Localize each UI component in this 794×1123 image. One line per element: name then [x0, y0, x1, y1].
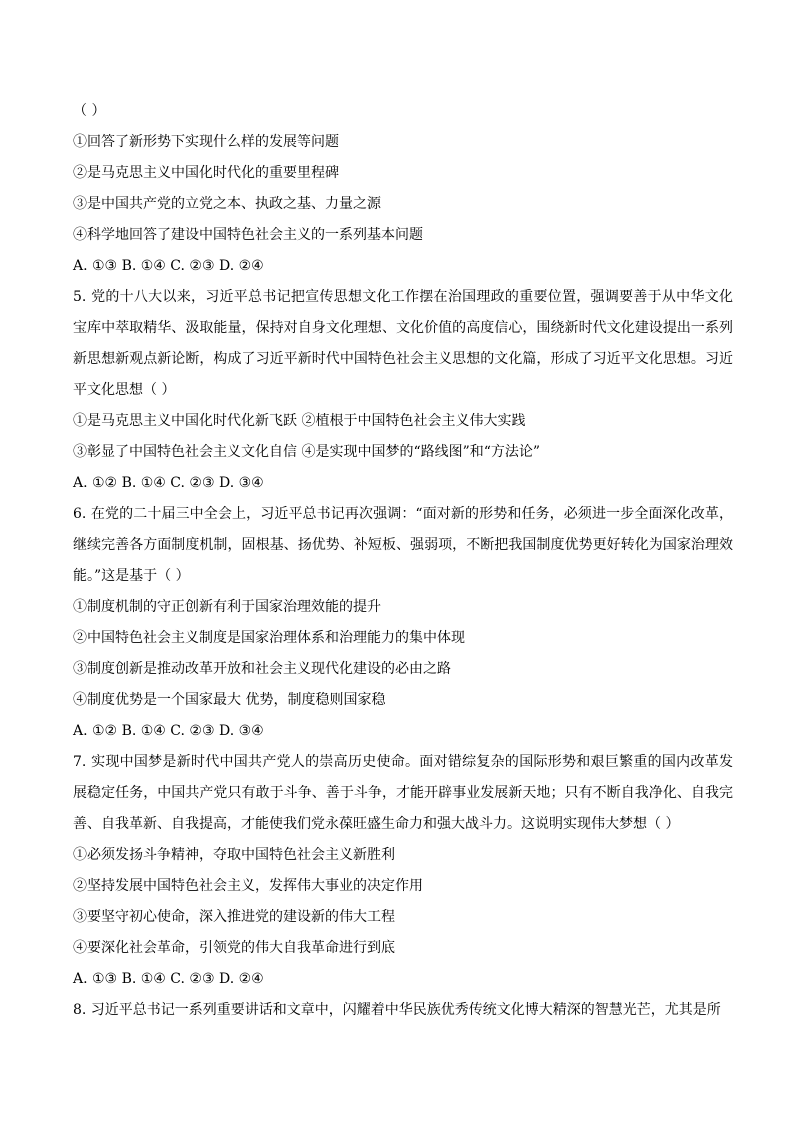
option-2: ②中国特色社会主义制度是国家治理体系和治理能力的集中体现: [73, 630, 465, 646]
question-content: [73, 96, 733, 1026]
option-2: ②坚持发展中国特色社会主义，发挥伟大事业的决定作用: [73, 878, 423, 894]
option-4: ④要深化社会革命，引领党的伟大自我革命进行到底: [73, 940, 395, 956]
option-2: ②是马克思主义中国化时代化的重要里程碑: [73, 165, 339, 181]
answer-choices: A. ①③ B. ①④ C. ②③ D. ②④: [73, 258, 264, 274]
question-5: [73, 282, 733, 499]
answer-choices: A. ①② B. ①④ C. ②③ D. ③④: [73, 475, 264, 491]
option-4: ④制度优势是一个国家最大 优势，制度稳则国家稳: [73, 692, 386, 708]
option-3: ③制度创新是推动改革开放和社会主义现代化建设的必由之路: [73, 661, 451, 677]
question-7: [73, 747, 733, 995]
option-4: ④科学地回答了建设中国特色社会主义的一系列基本问题: [73, 227, 423, 243]
option-1: ①回答了新形势下实现什么样的发展等问题: [73, 134, 339, 150]
question-8: [73, 995, 733, 1026]
question-stem-tail: （ ）: [73, 103, 106, 119]
option-row-2: ③彰显了中国特色社会主义文化自信 ④是实现中国梦的“路线图”和“方法论”: [73, 444, 541, 460]
option-row-1: ①是马克思主义中国化时代化新飞跃 ②植根于中国特色社会主义伟大实践: [73, 413, 526, 429]
question-6: [73, 499, 733, 747]
question-stem-start: 8. 习近平总书记一系列重要讲话和文章中，闪耀着中华民族优秀传统文化博大精深的智慧光芒，尤其是所: [73, 1002, 721, 1018]
answer-choices: A. ①② B. ①④ C. ②③ D. ③④: [73, 723, 264, 739]
option-3: ③是中国共产党的立党之本、执政之基、力量之源: [73, 196, 381, 212]
answer-choices: A. ①③ B. ①④ C. ②③ D. ②④: [73, 971, 264, 987]
option-1: ①制度机制的守正创新有利于国家治理效能的提升: [73, 599, 381, 615]
question-stem: 6. 在党的二十届三中全会上，习近平总书记再次强调：“面对新的形势和任务，必须进一步全面深化改革，继续完善各方面制度机制，固根基、扬优势、补短板、强弱项，不断把我国制度优势更好转化为国家治理效能。”这是基于（ ）: [73, 506, 733, 584]
option-3: ③要坚守初心使命，深入推进党的建设新的伟大工程: [73, 909, 395, 925]
option-1: ①必须发扬斗争精神，夺取中国特色社会主义新胜利: [73, 847, 395, 863]
question-stem: 7. 实现中国梦是新时代中国共产党人的崇高历史使命。面对错综复杂的国际形势和艰巨繁重的国内改革发展稳定任务，中国共产党只有敢于斗争、善于斗争，才能开辟事业发展新天地；只有不断自我净化、自我完善、自我革新、自我提高，才能使我们党永葆旺盛生命力和强大战斗力。这说明实现伟大梦想（ ）: [73, 754, 733, 832]
question-4: [73, 96, 733, 282]
question-stem: 5. 党的十八大以来，习近平总书记把宣传思想文化工作摆在治国理政的重要位置，强调要善于从中华文化宝库中萃取精华、汲取能量，保持对自身文化理想、文化价值的高度信心，围绕新时代文化建设提出一系列新思想新观点新论断，构成了习近平新时代中国特色社会主义思想的文化篇，形成了习近平文化思想。习近平文化思想（ ）: [73, 289, 733, 398]
